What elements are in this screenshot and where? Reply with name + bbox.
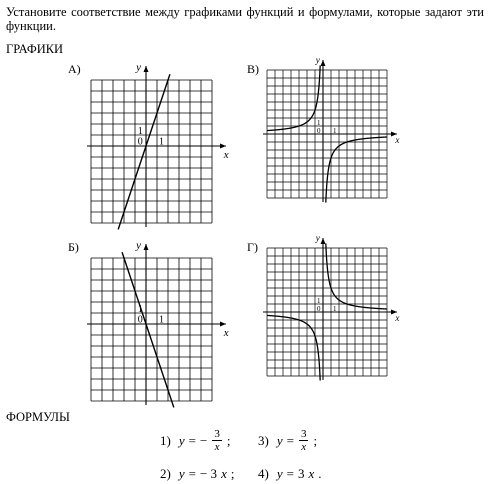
- formula-2-var: x: [221, 466, 227, 481]
- formula-1-lhs: y: [178, 432, 185, 448]
- graph-v-origin-label: 0: [317, 126, 321, 135]
- graph-g-one-y-label: 1: [317, 297, 321, 306]
- graph-v-one-x-label: 1: [333, 126, 337, 135]
- formula-2-coef: − 3: [199, 466, 218, 481]
- task-text: Установите соответствие между графиками функций и формулами, которые задают эти функции.: [6, 5, 484, 33]
- formula-1-eq: =: [188, 432, 196, 448]
- formula-4-number: 4): [258, 466, 269, 481]
- formula-3-lhs: y: [276, 432, 283, 448]
- graph-b-line: [122, 252, 174, 407]
- graph-a-label: А): [68, 62, 81, 76]
- formula-3-number: 3): [258, 432, 269, 448]
- formula-4-var: x: [308, 466, 315, 481]
- formula-4-lhs: y: [276, 466, 283, 481]
- graph-v-one-y-label: 1: [317, 119, 321, 128]
- graph-b-label: Б): [68, 240, 79, 254]
- graph-g-y-arrow: [321, 238, 326, 244]
- graph-v-y-arrow: [321, 60, 326, 66]
- formula-3-numerator: 3: [300, 428, 307, 440]
- graph-a-x-label: x: [223, 149, 229, 162]
- formula-4: [258, 466, 322, 482]
- graph-a-origin-label: 0: [137, 136, 143, 148]
- formula-2-lhs: y: [178, 466, 185, 481]
- graph-a-y-label: y: [136, 61, 141, 74]
- graph-g-label: Г): [247, 240, 258, 254]
- formula-4-coef: 3: [297, 466, 305, 481]
- formula-2-number: 2): [160, 466, 171, 481]
- graph-a-y-arrow: [144, 66, 149, 72]
- formula-1-tail: ;: [226, 432, 231, 448]
- graph-a-one-x-label: 1: [159, 136, 164, 148]
- formula-3-fraction: [299, 428, 309, 453]
- section-formulas-heading: ФОРМУЛЫ: [6, 410, 70, 424]
- formula-3-eq: =: [286, 432, 294, 448]
- formula-3-tail: ;: [313, 432, 318, 448]
- graph-b-y-label: y: [136, 239, 141, 252]
- formula-2-tail: ;: [230, 466, 235, 481]
- formula-2-eq: =: [188, 466, 196, 481]
- graph-v-y-label: y: [315, 55, 320, 66]
- graph-a-grid: [91, 80, 212, 223]
- graph-a-x-arrow: [220, 144, 226, 149]
- graph-v-x-label: x: [395, 134, 400, 145]
- graph-b-one-y-label: 1: [137, 303, 143, 315]
- graph-v-label: В): [247, 62, 259, 76]
- graph-v: [265, 55, 400, 190]
- graph-a: [90, 62, 230, 222]
- formula-1-number: 1): [160, 432, 171, 448]
- graph-b-x-label: x: [223, 327, 229, 340]
- graph-b-x-arrow: [220, 322, 226, 327]
- graph-g-y-label: y: [315, 233, 320, 244]
- formula-1: [160, 428, 230, 453]
- formula-1-sign: −: [199, 432, 208, 448]
- graph-b-axes: [87, 244, 226, 405]
- formula-1-numerator: 3: [214, 428, 220, 440]
- section-graphs-heading: ГРАФИКИ: [6, 42, 64, 56]
- graph-g-x-label: x: [395, 312, 400, 323]
- graph-g-branch-right: [326, 243, 387, 309]
- graph-a-line: [118, 74, 170, 229]
- formula-3: [258, 428, 317, 453]
- formula-2: [160, 466, 234, 482]
- formula-1-denominator: x: [214, 441, 220, 453]
- graph-v-branch-right: [326, 137, 387, 203]
- graph-g: [265, 233, 400, 368]
- graph-a-one-y-label: 1: [137, 125, 143, 137]
- formula-3-denominator: x: [301, 441, 307, 453]
- graph-b-grid: [91, 258, 212, 401]
- graph-g-one-x-label: 1: [333, 304, 337, 313]
- graph-a-axes: [87, 66, 226, 227]
- graph-b: [90, 240, 230, 400]
- formula-4-tail: .: [318, 466, 322, 481]
- graph-b-y-arrow: [144, 244, 149, 250]
- formula-4-eq: =: [286, 466, 294, 481]
- graph-b-one-x-label: 1: [159, 314, 164, 326]
- formula-1-fraction: [212, 428, 222, 453]
- graph-g-origin-label: 0: [317, 304, 321, 313]
- graph-b-origin-label: 0: [137, 314, 143, 326]
